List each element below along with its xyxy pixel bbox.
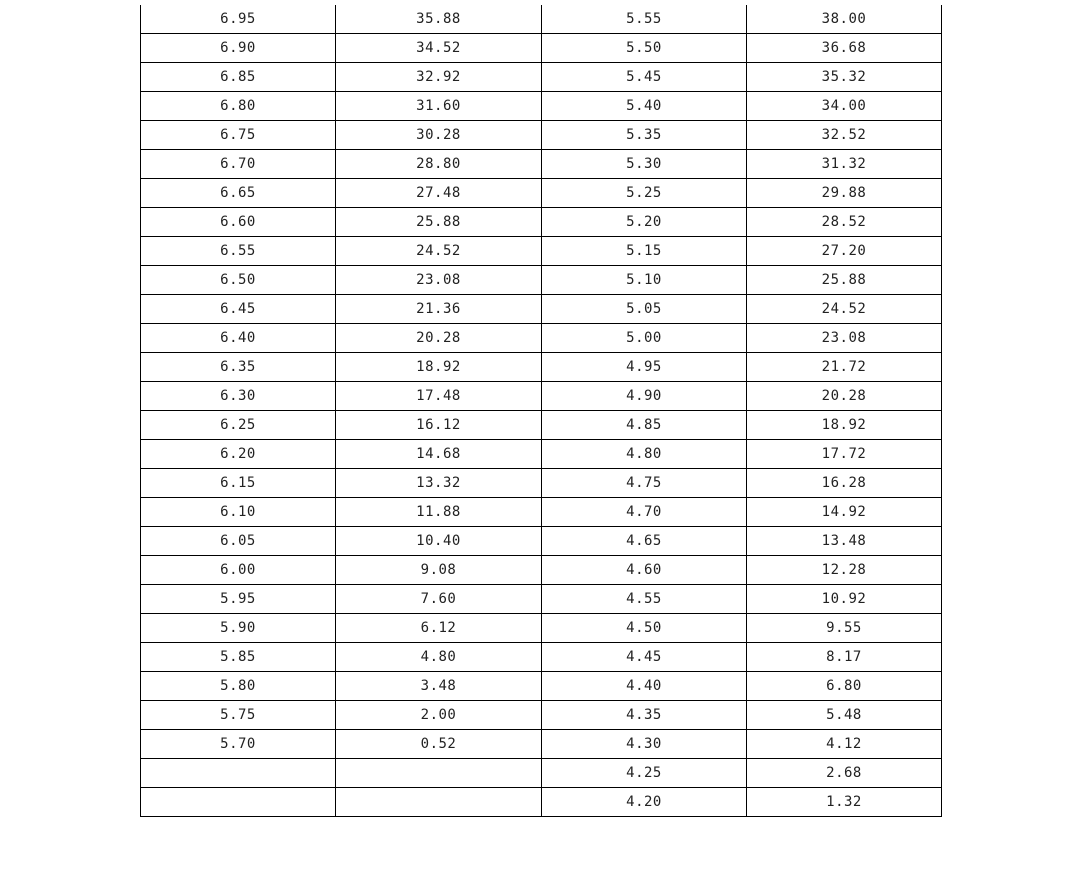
table-cell: 6.75: [141, 121, 336, 150]
table-cell: 20.28: [747, 382, 942, 411]
table-cell: 20.28: [336, 324, 542, 353]
table-row: [141, 527, 942, 556]
table-cell: 2.00: [336, 701, 542, 730]
table-cell: 24.52: [336, 237, 542, 266]
table-cell: 4.60: [542, 556, 747, 585]
table-cell: 4.50: [542, 614, 747, 643]
table-cell: 5.50: [542, 34, 747, 63]
table-cell: 4.25: [542, 759, 747, 788]
table-cell: 35.88: [336, 5, 542, 34]
table-cell: 6.35: [141, 353, 336, 382]
table-cell: [141, 788, 336, 817]
table-row: [141, 208, 942, 237]
table-cell: 31.32: [747, 150, 942, 179]
table-cell: 6.05: [141, 527, 336, 556]
table-cell: 4.75: [542, 469, 747, 498]
table-cell: 13.32: [336, 469, 542, 498]
table-cell: 6.12: [336, 614, 542, 643]
table-cell: 5.00: [542, 324, 747, 353]
table-cell: 34.52: [336, 34, 542, 63]
table-cell: [141, 759, 336, 788]
table-cell: 6.15: [141, 469, 336, 498]
table-cell: 25.88: [747, 266, 942, 295]
table-cell: 2.68: [747, 759, 942, 788]
table-cell: 6.60: [141, 208, 336, 237]
table-row: [141, 614, 942, 643]
table-cell: 16.12: [336, 411, 542, 440]
table-row: [141, 382, 942, 411]
table-row: [141, 150, 942, 179]
table-cell: 6.20: [141, 440, 336, 469]
table-cell: 5.75: [141, 701, 336, 730]
table-cell: 5.15: [542, 237, 747, 266]
table-cell: 0.52: [336, 730, 542, 759]
table-cell: 23.08: [747, 324, 942, 353]
table-cell: 14.68: [336, 440, 542, 469]
table-cell: 13.48: [747, 527, 942, 556]
table-row: [141, 5, 942, 34]
table-cell: 28.80: [336, 150, 542, 179]
table-cell: 5.20: [542, 208, 747, 237]
table-cell: 5.25: [542, 179, 747, 208]
table-cell: 6.65: [141, 179, 336, 208]
table-cell: 6.25: [141, 411, 336, 440]
table-row: [141, 92, 942, 121]
table-cell: 10.92: [747, 585, 942, 614]
table-cell: 6.45: [141, 295, 336, 324]
table-cell: 24.52: [747, 295, 942, 324]
table-row: [141, 672, 942, 701]
table-cell: 6.10: [141, 498, 336, 527]
table-cell: 25.88: [336, 208, 542, 237]
table-row: [141, 788, 942, 817]
table-cell: 4.40: [542, 672, 747, 701]
table-row: [141, 643, 942, 672]
table-cell: 5.90: [141, 614, 336, 643]
table-cell: 6.40: [141, 324, 336, 353]
table-cell: 5.85: [141, 643, 336, 672]
table-cell: 6.70: [141, 150, 336, 179]
table-cell: 5.95: [141, 585, 336, 614]
data-table: [140, 5, 942, 817]
table-cell: 4.20: [542, 788, 747, 817]
table-cell: 21.36: [336, 295, 542, 324]
table-cell: 6.80: [141, 92, 336, 121]
table-cell: 5.10: [542, 266, 747, 295]
table-row: [141, 469, 942, 498]
table-cell: 3.48: [336, 672, 542, 701]
table-cell: 6.85: [141, 63, 336, 92]
table-cell: 5.45: [542, 63, 747, 92]
table-cell: 18.92: [747, 411, 942, 440]
table-cell: [336, 788, 542, 817]
table-cell: 5.55: [542, 5, 747, 34]
table-row: [141, 324, 942, 353]
table-cell: 4.90: [542, 382, 747, 411]
table-row: [141, 121, 942, 150]
table-cell: 6.00: [141, 556, 336, 585]
table-row: [141, 63, 942, 92]
table-cell: 5.70: [141, 730, 336, 759]
table-cell: 32.52: [747, 121, 942, 150]
table-cell: 32.92: [336, 63, 542, 92]
table-cell: 12.28: [747, 556, 942, 585]
table-cell: 6.80: [747, 672, 942, 701]
table-cell: 5.05: [542, 295, 747, 324]
table-cell: 9.55: [747, 614, 942, 643]
table-row: [141, 295, 942, 324]
table-cell: 5.80: [141, 672, 336, 701]
table-cell: 23.08: [336, 266, 542, 295]
table-row: [141, 498, 942, 527]
table-row: [141, 179, 942, 208]
table-cell: 14.92: [747, 498, 942, 527]
table-cell: 16.28: [747, 469, 942, 498]
table-cell: 4.95: [542, 353, 747, 382]
table-cell: 6.55: [141, 237, 336, 266]
table-cell: 6.30: [141, 382, 336, 411]
table-row: [141, 237, 942, 266]
table-cell: 4.80: [336, 643, 542, 672]
table-cell: 17.48: [336, 382, 542, 411]
table-cell: 11.88: [336, 498, 542, 527]
table-row: [141, 353, 942, 382]
table-cell: 4.12: [747, 730, 942, 759]
table-cell: 4.80: [542, 440, 747, 469]
table-cell: 28.52: [747, 208, 942, 237]
table-cell: 10.40: [336, 527, 542, 556]
table-cell: 9.08: [336, 556, 542, 585]
table-cell: 29.88: [747, 179, 942, 208]
table-cell: 6.50: [141, 266, 336, 295]
table-cell: 30.28: [336, 121, 542, 150]
table-cell: 4.70: [542, 498, 747, 527]
table-cell: 27.48: [336, 179, 542, 208]
table-cell: 21.72: [747, 353, 942, 382]
table-cell: 27.20: [747, 237, 942, 266]
table-row: [141, 585, 942, 614]
table-cell: 4.45: [542, 643, 747, 672]
table-cell: 18.92: [336, 353, 542, 382]
table-cell: 5.35: [542, 121, 747, 150]
table-cell: 1.32: [747, 788, 942, 817]
table-cell: 4.85: [542, 411, 747, 440]
table-cell: 4.65: [542, 527, 747, 556]
table-cell: 5.48: [747, 701, 942, 730]
table-row: [141, 266, 942, 295]
table-row: [141, 759, 942, 788]
table-cell: 31.60: [336, 92, 542, 121]
table-cell: 5.40: [542, 92, 747, 121]
table-cell: 17.72: [747, 440, 942, 469]
table-cell: 35.32: [747, 63, 942, 92]
table-cell: [336, 759, 542, 788]
table-cell: 4.55: [542, 585, 747, 614]
table-row: [141, 411, 942, 440]
table-cell: 34.00: [747, 92, 942, 121]
table-cell: 6.95: [141, 5, 336, 34]
table-cell: 36.68: [747, 34, 942, 63]
table-cell: 4.35: [542, 701, 747, 730]
table-cell: 38.00: [747, 5, 942, 34]
table-row: [141, 440, 942, 469]
table-row: [141, 730, 942, 759]
table-cell: 4.30: [542, 730, 747, 759]
table-row: [141, 34, 942, 63]
table-row: [141, 556, 942, 585]
table-cell: 5.30: [542, 150, 747, 179]
table-row: [141, 701, 942, 730]
table-cell: 8.17: [747, 643, 942, 672]
table-cell: 7.60: [336, 585, 542, 614]
table-cell: 6.90: [141, 34, 336, 63]
table-body: [141, 5, 942, 817]
